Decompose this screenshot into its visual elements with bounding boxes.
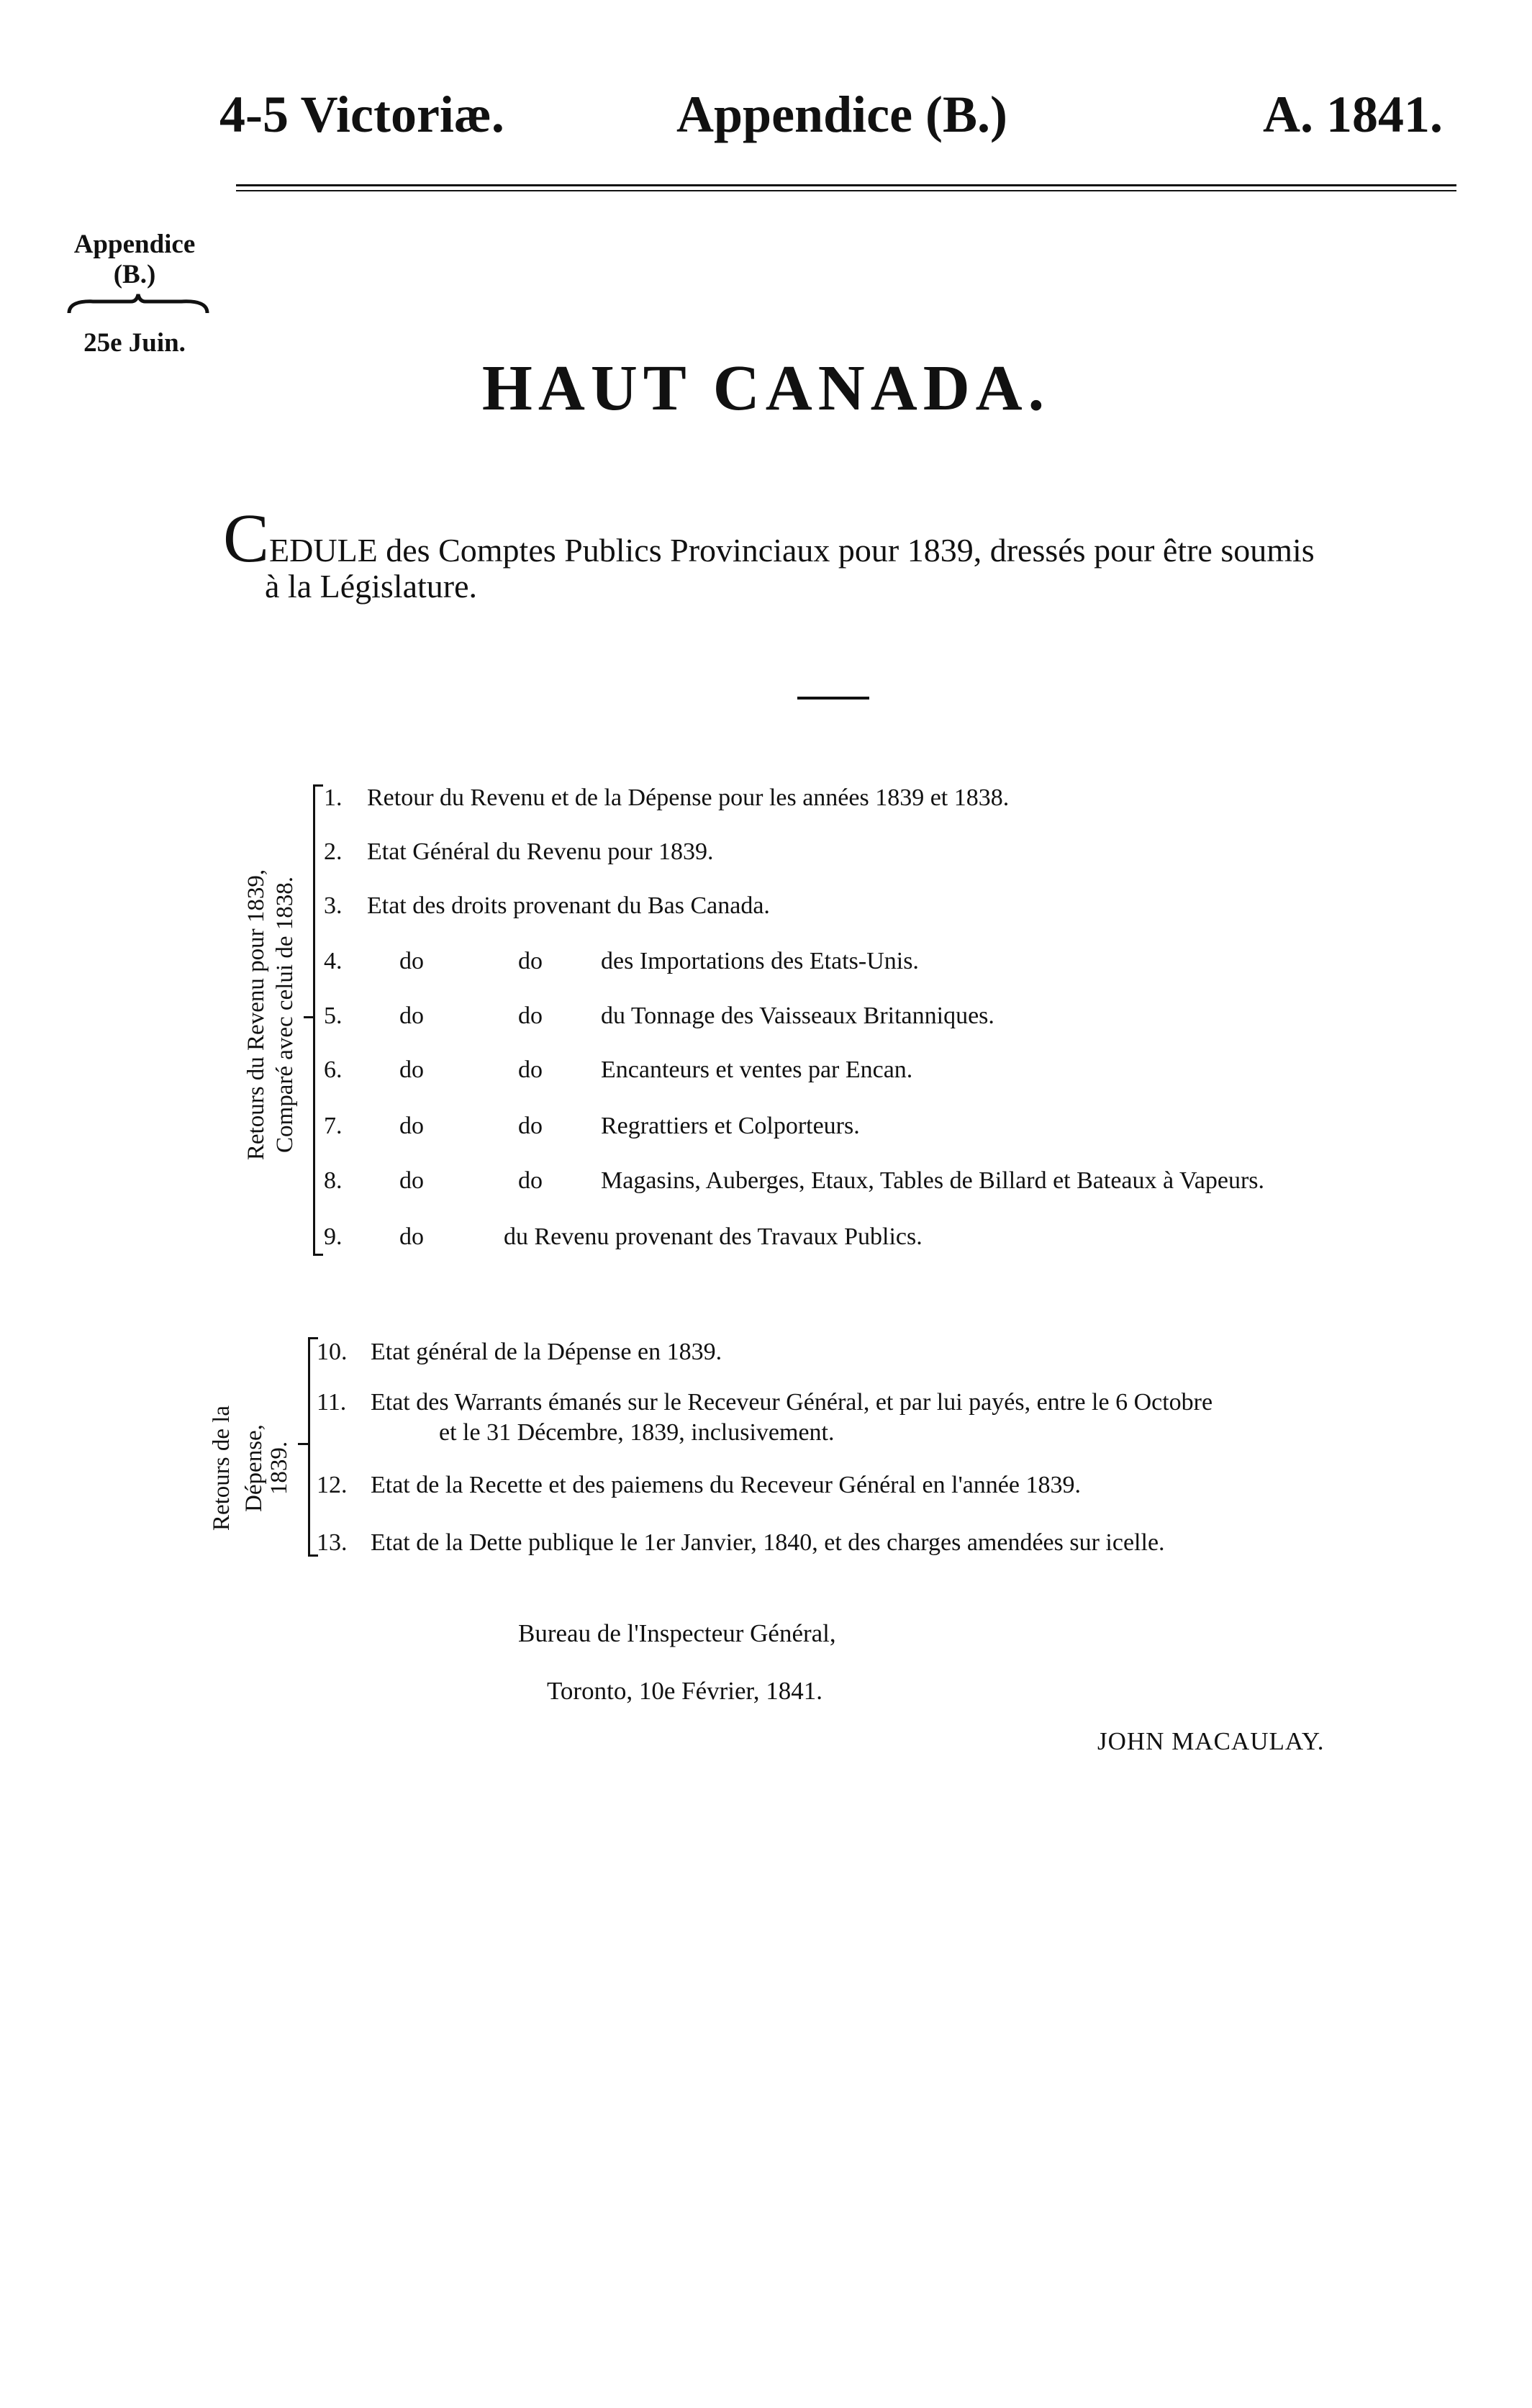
- expense-group-label-3: 1839.: [266, 1441, 292, 1495]
- revenue-item-col: Magasins, Auberges, Etaux, Tables de Billard et Bateaux à Vapeurs.: [601, 1167, 1265, 1194]
- intro-line-2: à la Législature.: [265, 568, 478, 605]
- revenue-item-number: 9.: [324, 1223, 343, 1250]
- expense-item-text: Etat des Warrants émanés sur le Receveur Général, et par lui payés, entre le 6 Octobre: [371, 1389, 1213, 1416]
- section-divider: [797, 697, 869, 700]
- revenue-item-number: 3.: [324, 892, 343, 919]
- margin-note-appendix: Appendice: [73, 230, 196, 259]
- revenue-item-col: do: [399, 1167, 424, 1194]
- margin-brace-icon: [66, 291, 210, 317]
- revenue-item-col: Etat Général du Revenu pour 1839.: [367, 838, 714, 865]
- revenue-item-col: Regrattiers et Colporteurs.: [601, 1113, 860, 1139]
- signature-place-date: Toronto, 10e Février, 1841.: [547, 1677, 823, 1705]
- expense-item-number: 13.: [317, 1529, 348, 1556]
- revenue-item-col: do: [518, 948, 543, 974]
- revenue-item-col: do: [518, 1002, 543, 1029]
- revenue-item-number: 8.: [324, 1167, 343, 1194]
- margin-note-date: 25e Juin.: [83, 328, 186, 358]
- expense-group-label-1: Retours de la: [209, 1405, 235, 1531]
- expense-item-number: 10.: [317, 1339, 348, 1365]
- expense-item-number: 11.: [317, 1389, 347, 1416]
- page-title: HAUT CANADA.: [481, 353, 1051, 424]
- revenue-item-col: do: [399, 1113, 424, 1139]
- revenue-item-col: do: [518, 1113, 543, 1139]
- revenue-item-col: do: [399, 948, 424, 974]
- signature-name: JOHN MACAULAY.: [1097, 1727, 1325, 1755]
- revenue-item-col: do: [399, 1056, 424, 1083]
- revenue-item-col: Encanteurs et ventes par Encan.: [601, 1056, 913, 1083]
- expense-item-number: 12.: [317, 1472, 348, 1498]
- revenue-item-number: 5.: [324, 1002, 343, 1029]
- revenue-item-number: 2.: [324, 838, 343, 865]
- revenue-item-col: do: [399, 1223, 424, 1250]
- revenue-item-col: du Revenu provenant des Travaux Publics.: [504, 1223, 923, 1250]
- intro-line-1: [223, 499, 1315, 576]
- expense-brace: [308, 1337, 310, 1557]
- revenue-item-col: do: [399, 1002, 424, 1029]
- revenue-item-number: 6.: [324, 1056, 343, 1083]
- expense-item-text-continued: et le 31 Décembre, 1839, inclusivement.: [439, 1419, 835, 1446]
- revenue-item-col: Retour du Revenu et de la Dépense pour les années 1839 et 1838.: [367, 784, 1010, 811]
- revenue-brace: [313, 784, 315, 1256]
- revenue-item-number: 7.: [324, 1113, 343, 1139]
- header-rule-bottom: [236, 190, 1456, 191]
- revenue-item-col: do: [518, 1167, 543, 1194]
- header-right: A. 1841.: [1263, 86, 1443, 143]
- expense-item-text: Etat général de la Dépense en 1839.: [371, 1339, 722, 1365]
- revenue-group-label-1: Retours du Revenu pour 1839,: [243, 869, 269, 1161]
- intro-dropcap: C: [223, 499, 270, 576]
- header-left: 4-5 Victoriæ.: [219, 86, 504, 143]
- revenue-item-col: Etat des droits provenant du Bas Canada.: [367, 892, 770, 919]
- revenue-item-number: 4.: [324, 948, 343, 974]
- margin-note-letter: (B.): [113, 260, 156, 289]
- revenue-item-col: du Tonnage des Vaisseaux Britanniques.: [601, 1002, 994, 1029]
- header-rule-top: [236, 184, 1456, 186]
- revenue-group-label-2: Comparé avec celui de 1838.: [272, 877, 298, 1153]
- intro-line-1-text: EDULE des Comptes Publics Provinciaux pour 1839, dressés pour être soumis: [269, 532, 1315, 569]
- revenue-item-number: 1.: [324, 784, 343, 811]
- revenue-item-col: des Importations des Etats-Unis.: [601, 948, 919, 974]
- expense-item-text: Etat de la Recette et des paiemens du Receveur Général en l'année 1839.: [371, 1472, 1081, 1498]
- header-center: Appendice (B.): [676, 86, 1008, 143]
- expense-item-text: Etat de la Dette publique le 1er Janvier, 1840, et des charges amendées sur icelle.: [371, 1529, 1165, 1556]
- revenue-item-col: do: [518, 1056, 543, 1083]
- expense-group-label-2: Dépense,: [241, 1424, 267, 1512]
- signature-office: Bureau de l'Inspecteur Général,: [518, 1619, 836, 1647]
